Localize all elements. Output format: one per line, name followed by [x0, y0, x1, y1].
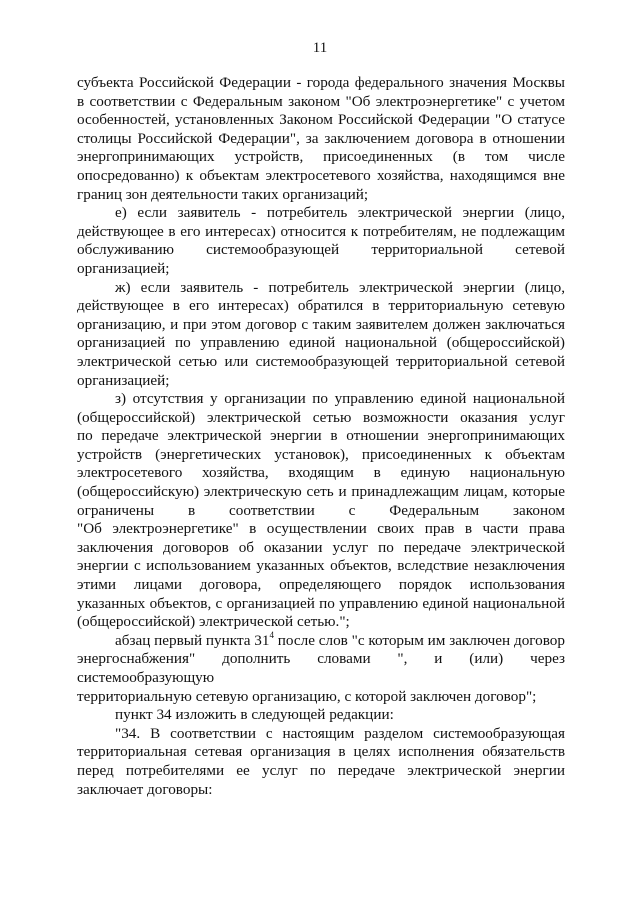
- text-line-content: перед потребителями ее услуг по передаче электрической энергии: [77, 761, 565, 779]
- text-line: [77, 650, 565, 687]
- text-line: [77, 93, 565, 112]
- text-line-content: энергии с использованием указанных объектов, вследствие незаключения: [77, 557, 565, 575]
- text-line: [77, 613, 565, 632]
- text-line-content: "Об электроэнергетике" в осуществлении своих прав в части права: [77, 520, 565, 538]
- text-line-content: пункт 34 изложить в следующей редакции:: [115, 706, 394, 724]
- text-line-content: столицы Российской Федерации", за заключением договора в отношении: [77, 129, 565, 147]
- text-line-content: энергоснабжения" дополнить словами ", и (или) через системообразующую: [77, 650, 565, 686]
- text-line-content: организацией;: [77, 259, 170, 277]
- text-line: [77, 353, 565, 372]
- text-line: [77, 781, 565, 800]
- text-line-content: ограничены в соответствии с Федеральным законом: [77, 501, 565, 519]
- text-line: [77, 576, 565, 595]
- text-line: [77, 167, 565, 186]
- text-line: [77, 762, 565, 781]
- text-line-content: территориальная сетевая организация в целях исполнения обязательств: [77, 743, 565, 761]
- text-line: [77, 241, 565, 260]
- text-line: [77, 130, 565, 149]
- text-line: [77, 520, 565, 539]
- text-line: [77, 297, 565, 316]
- text-line: [77, 743, 565, 762]
- text-line: [77, 372, 565, 391]
- text-line: [77, 427, 565, 446]
- text-line-content: е) если заявитель - потребитель электрической энергии (лицо,: [115, 204, 565, 222]
- text-line-content: электросетевого хозяйства, входящим в единую национальную: [77, 464, 565, 482]
- text-line: [77, 595, 565, 614]
- text-line: [77, 334, 565, 353]
- text-line-content: организацией по управлению единой национальной (общероссийской): [77, 334, 565, 352]
- page-number: 11: [312, 40, 328, 56]
- text-line-content: действующее в его интересах) обратился в территориальную сетевую: [77, 297, 565, 315]
- text-line-content: энергопринимающих устройств, присоединенных (в том числе: [77, 148, 565, 166]
- text-line: [77, 74, 565, 93]
- text-line: [77, 629, 565, 651]
- text-line: [77, 260, 565, 279]
- text-line-content: особенностей, установленных Законом Российской Федерации "О статусе: [77, 111, 565, 129]
- text-line: [77, 464, 565, 483]
- text-line: [77, 279, 565, 298]
- document-body: [77, 74, 565, 799]
- text-line: [77, 557, 565, 576]
- text-line: [77, 223, 565, 242]
- text-line: [77, 706, 565, 725]
- text-line: [77, 111, 565, 130]
- text-line: [77, 446, 565, 465]
- text-line: [77, 186, 565, 205]
- text-line-content: заключения договоров об оказании услуг по передаче электрической: [77, 538, 565, 556]
- text-line: [77, 409, 565, 428]
- text-line-content: (общероссийской) электрической сетью.";: [77, 613, 350, 631]
- text-line-content: субъекта Российской Федерации - города федерального значения Москвы: [77, 74, 565, 91]
- text-line-content: указанных объектов, с организацией по управлению единой национальной: [77, 594, 565, 612]
- text-line: [77, 502, 565, 521]
- text-line-content: в соответствии с Федеральным законом "Об электроэнергетике" с учетом: [77, 92, 565, 110]
- text-line: [77, 483, 565, 502]
- text-line-content: этими лицами договора, определяющего порядок использования: [77, 576, 565, 594]
- text-line-content: (общероссийской) электрической сетью возможности оказания услуг: [77, 408, 565, 426]
- text-line-content: обслуживанию системообразующей территориальной сетевой: [77, 241, 565, 259]
- superscript: 4: [269, 629, 274, 640]
- text-line-content: действующее в его интересах) относится к потребителям, не подлежащим: [77, 222, 565, 240]
- text-line: [77, 688, 565, 707]
- text-line-content: заключает договоры:: [77, 780, 213, 798]
- text-line: [77, 725, 565, 744]
- text-line: [77, 390, 565, 409]
- text-line-content: электрической сетью или системообразующей территориальной сетевой: [77, 352, 565, 370]
- text-line-content: устройств (энергетических установок), присоединенных к объектам: [77, 445, 565, 463]
- text-line-content: опосредованно) к объектам электросетевого хозяйства, находящимся вне: [77, 166, 565, 184]
- text-line-content: по передаче электрической энергии в отношении энергопринимающих: [77, 427, 565, 445]
- text-line: [77, 148, 565, 167]
- text-line-content: з) отсутствия у организации по управлению единой национальной: [115, 390, 565, 408]
- text-line-content: "34. В соответствии с настоящим разделом системообразующая: [115, 724, 565, 742]
- text-line-content: (общероссийскую) электрическую сеть и принадлежащим лицам, которые: [77, 483, 565, 501]
- text-line-content: территориальную сетевую организацию, с которой заключен договор";: [77, 687, 537, 705]
- text-line-content: абзац первый пункта 31: [115, 631, 270, 649]
- text-line-content: организацией;: [77, 371, 170, 389]
- text-line-content: организацию, и при этом договор с таким заявителем должен заключаться: [77, 315, 565, 333]
- text-line-content: ж) если заявитель - потребитель электрической энергии (лицо,: [115, 278, 565, 296]
- text-line: [77, 204, 565, 223]
- text-line: [77, 539, 565, 558]
- text-line: [77, 316, 565, 335]
- text-line-content: границ зон деятельности таких организаций;: [77, 185, 369, 203]
- text-line-tail: после слов "с которым им заключен договор: [274, 631, 565, 649]
